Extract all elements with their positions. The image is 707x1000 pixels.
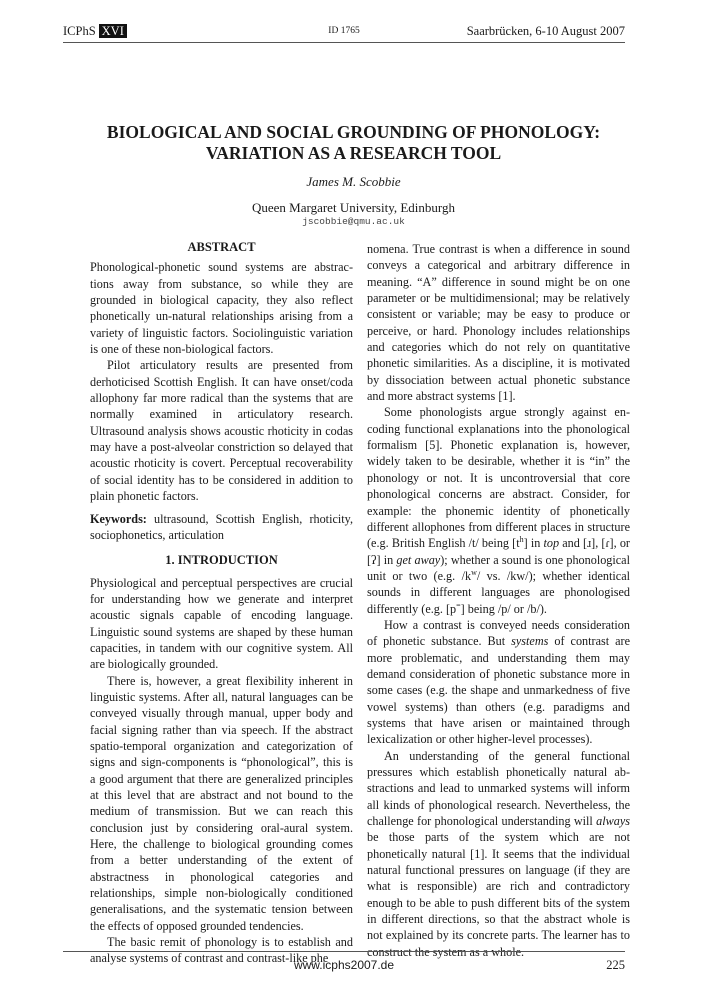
paper-title [60,122,647,164]
abstract-paragraph-2: Pilot articulatory results are presented from derhoticised Scottish English. It can have onset/coda allophony far more radical than the systems that are normally examined in articulatory research. Ultrasound analysis shows acoustic rhoticity in codas may have a post-alveolar constriction so delayed that acoustic rhoticity is covert. Perceptual recoverability of social identity has to be considered in addition to plain phonetic factors. [90,358,353,504]
section-heading-introduction: 1. INTRODUCTION [165,553,278,568]
intro-paragraph-6: An understanding of the general functional pressures which establish phonetically natural abstractions and lead to unmarked systems will inform all kinds of phonological research. Nevertheless, the challenge for phonological understanding will always be those parts of the system which are not phonetically natural [1]. It seems that the individual natural functional pressures on language (if they are what is responsible) are rich and contradictory enough to be able to push different bits of the system in different directions, so that the abstract whole is not explained by its concrete parts. The learner has to construct the system as a whole. [367,748,630,959]
paper-id: ID 1765 [328,26,360,36]
conference-number-badge: XVI [99,24,127,38]
intro-paragraph-4: Some phonologists argue strongly against encoding functional explanations into the phonological formalism [5]. Phonetic explanation is, however, widely taken to be desirable, whether it is “in” the phonology or not. It is uncontroversial that core phonological concerns are abstract. Consider, for example: the phonemic identity of phonetically different allophones from different places in structure (e.g. British English /t/ being $[t^h]$ in top and [ɹ], [ɾ], or [ʔ] in get away); whether a sound is one phonological unit or two (e.g. $/k^w/$ vs. /kw/); whether identical sounds in different languages are phonologised differently (e.g. [p=] being /p/ or /b/). [367,405,630,616]
page-number: 225 [606,958,625,972]
author-affiliation: Queen Margaret University, Edinburgh [251,200,456,215]
keywords [90,511,353,544]
keywords-label: Keywords: [90,511,147,526]
intro-paragraph-3-continued: nomena. True contrast is when a difference in sound conveys a categorical and arbitrary difference in meaning. “A” difference in sound might be on one parameter or be multidimensional; may be relatively consistent or variable; may be easy to produce or perceive, or hard. Phonology includes relationships and categories which do not rely on quantitative phonetic similarities. As a discipline, it is motivated by dissociation between actual phonetic substance and more abstract systems [1]. [367,242,630,404]
title-line-2: VARIATION AS A RESEARCH TOOL [205,143,502,163]
intro-paragraph-1: Physiological and perceptual perspectives are crucial for understanding how we generate and interpret acoustic signals capable of encoding language. Linguistic sound systems are shaped by these human capacities, in tandem with our cognitive system. All are biologically grounded. [90,575,353,672]
keywords-text: ultrasound, Scottish English, rhoticity, sociophonetics, articulation [90,511,353,542]
abstract-heading: ABSTRACT [187,240,256,254]
author-email: jscobbie@qmu.ac.uk [302,216,405,227]
right-column [367,241,630,960]
page-header [63,24,625,43]
page-footer [63,951,625,972]
intro-paragraph-2: There is, however, a great flexibility inherent in linguistic systems. After all, natural languages can be conveyed visually through manual, upper body and facial signing rather than via speech. If the abstract spatio-temporal organization and categorization of signs and sign-components is “phonological”, this is a good argument that there are generalized principles at this level that are abstract and not bound to the medium of transmission. But we can reach this conclusion just by considering oral-aural system. Here, the challenge to biological grounding comes from a better understanding of the extent of abstractness in phonological categories and relationships, simple non-biologically conditioned generalisations, and the systematic tension between the effects of opposed grounded tendencies. [90,673,353,933]
conference-url[interactable]: www.icphs2007.de [293,958,395,972]
author-name: James M. Scobbie [306,174,401,189]
abstract-paragraph-1: Phonological-phonetic sound systems are abstractions away from substance, so while they are grounded in biological capacity, they also reflect phonetically un-natural relationships arising from a variety of linguistic factors. Sociolinguistic variation is one of these non-biological factors. [90,260,353,357]
title-line-1: BIOLOGICAL AND SOCIAL GROUNDING OF PHONOLOGY: [106,122,601,142]
location-date: Saarbrücken, 6-10 August 2007 [466,24,625,38]
intro-paragraph-5: How a contrast is conveyed needs consideration of phonetic substance. But systems of contrast are more problematic, and understanding them may demand consideration of phonetic substance more in some cases (e.g. the shape and unmarkedness of five vowel systems) than others (e.g. paradigms and systems that have arisen or maintained through lexicalization or other higher-level processes). [367,617,630,747]
left-column [90,239,353,967]
conference-name: ICPhS [63,24,96,38]
intro-paragraph-3: The basic remit of phonology is to establish and analyse systems of contrast and contrast-like phe [90,935,353,966]
